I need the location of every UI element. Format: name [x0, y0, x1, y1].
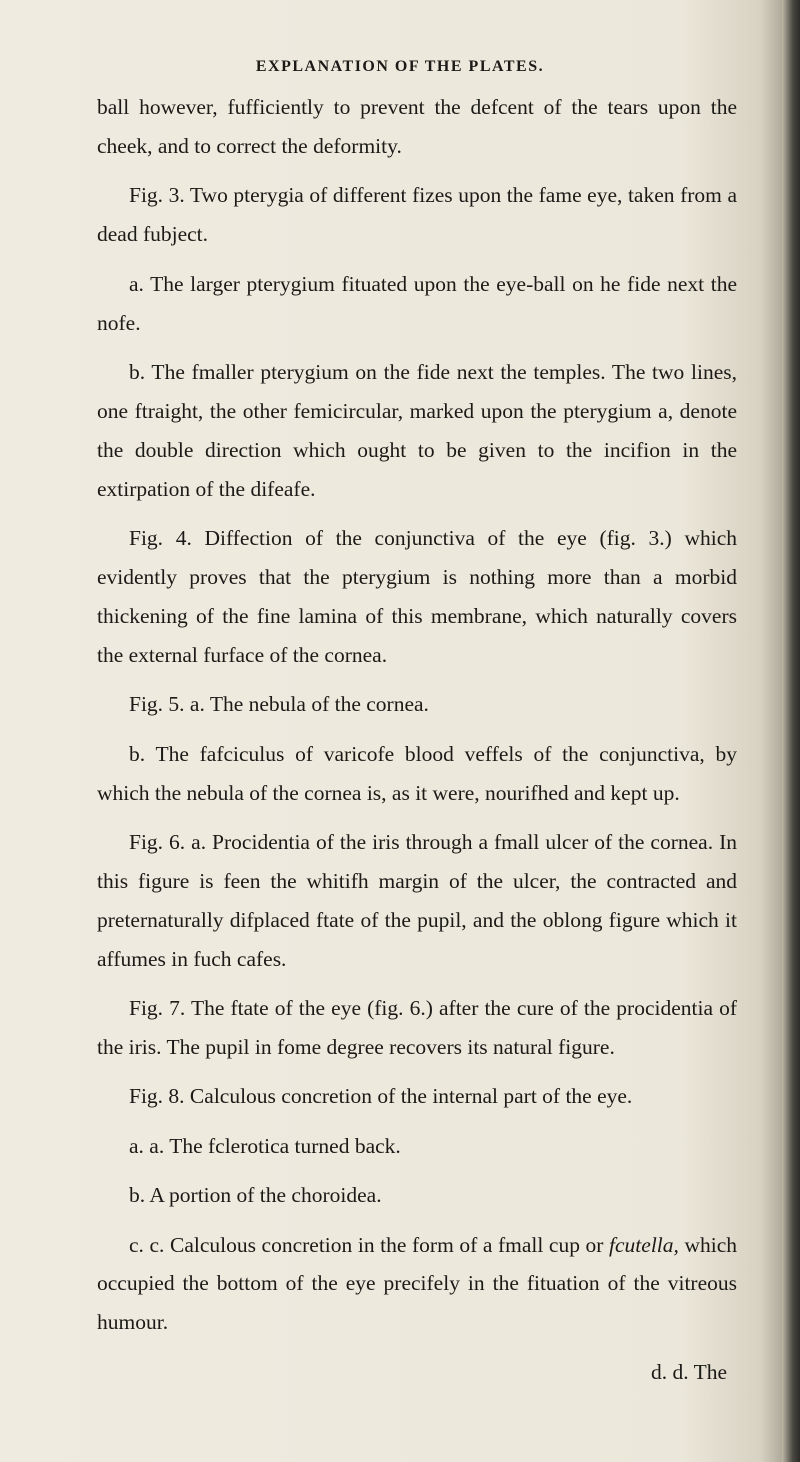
paragraph-fig-6: Fig. 6. a. Procidentia of the iris through a fmall ulcer of the cornea. In this figure is feen the whitifh margin of the ulcer, the contracted and preternaturally difplaced ftate of the pupil, and the oblong figure which it affumes in fuch cafes. [97, 829, 737, 971]
page-body [97, 88, 737, 1392]
paragraph-fig-3-b: b. The fmaller pterygium on the fide next the temples. The two lines, one ftraight, the other femicircular, marked upon the pterygium a, denote the double direction which ought to be given to the incifion in the extirpation of the difeafe. [97, 359, 737, 501]
cc-text-end: which occupied the bottom of the eye precifely in the fituation of the vitreous humour. [97, 1232, 738, 1335]
paragraph-continuation: ball however, fufficiently to prevent the defcent of the tears upon the cheek, and to correct the deformity. [97, 95, 737, 158]
paragraph-fig-4: Fig. 4. Diffection of the conjunctiva of the eye (fig. 3.) which evidently proves that the pterygium is nothing more than a morbid thickening of the fine lamina of this membrane, which naturally covers the external furface of the cornea. [97, 526, 737, 667]
catchword: d. d. The [650, 1359, 727, 1384]
book-spine-edge [782, 0, 800, 1462]
running-header: EXPLANATION OF THE PLATES. [255, 58, 545, 75]
paragraph-fig-7: Fig. 7. The ftate of the eye (fig. 6.) after the cure of the procidentia of the iris. The pupil in fome degree recovers its natural figure. [97, 996, 737, 1059]
paragraph-fig-8-cc [97, 1226, 737, 1343]
paragraph-fig-8: Fig. 8. Calculous concretion of the internal part of the eye. [129, 1084, 633, 1109]
paragraph-fig-5-a: Fig. 5. a. The nebula of the cornea. [129, 692, 429, 717]
paragraph-fig-3: Fig. 3. Two pterygia of different fizes upon the fame eye, taken from a dead fubject. [97, 183, 737, 247]
cc-text-italic: fcutella, [609, 1232, 679, 1257]
paragraph-fig-8-aa: a. a. The fclerotica turned back. [129, 1133, 401, 1158]
paragraph-fig-3-a: a. The larger pterygium fituated upon the eye-ball on he fide next the nofe. [97, 271, 737, 335]
cc-text-start: c. c. Calculous concretion in the form of a fmall cup or [129, 1232, 604, 1257]
paragraph-fig-8-b: b. A portion of the choroidea. [129, 1183, 382, 1208]
paragraph-fig-5-b: b. The fafciculus of varicofe blood veffels of the conjunctiva, by which the nebula of the cornea is, as it were, nourifhed and kept up. [97, 741, 737, 805]
